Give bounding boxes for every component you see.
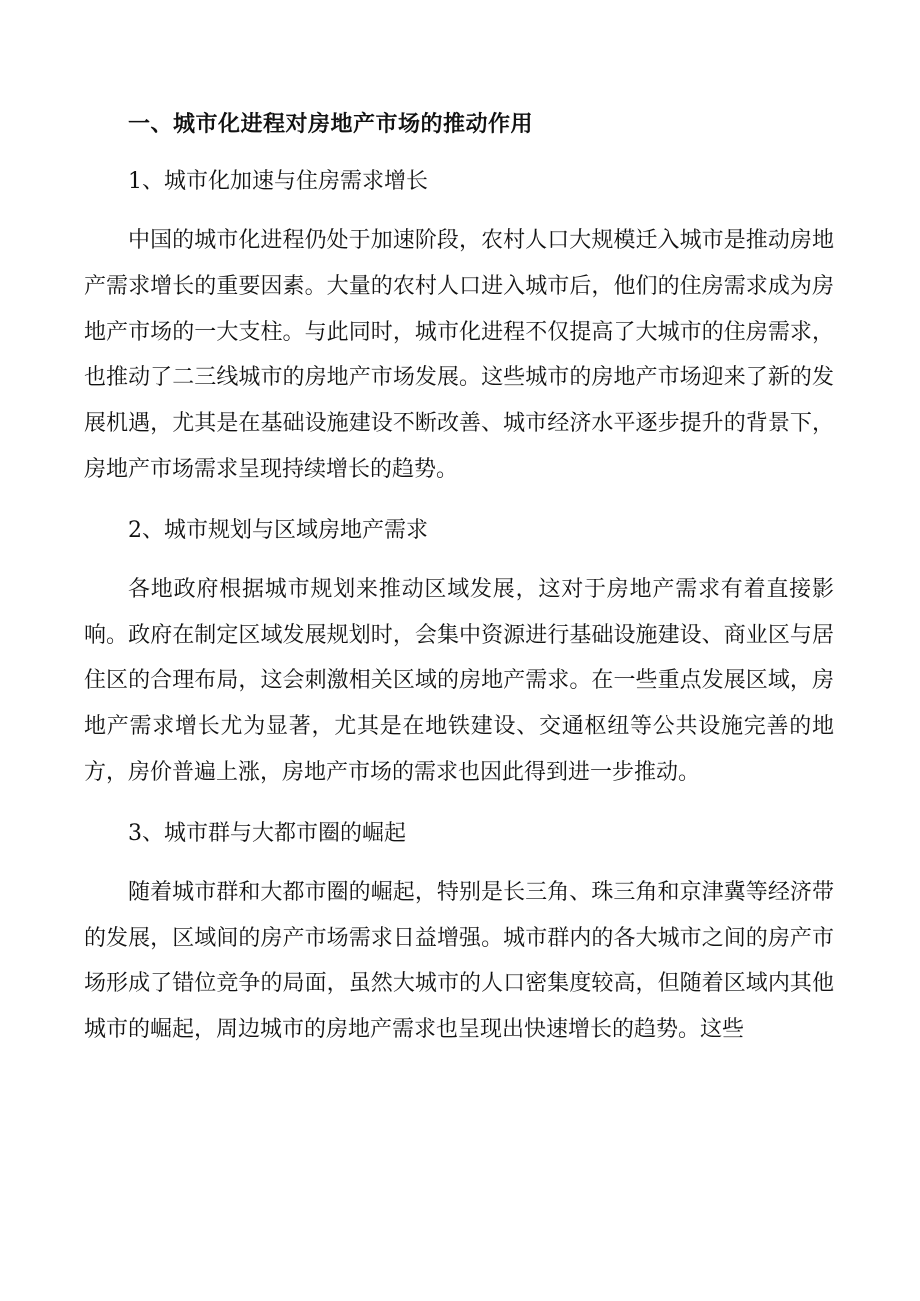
paragraph-2: 各地政府根据城市规划来推动区域发展，这对于房地产需求有着直接影响。政府在制定区域发展规划时，会集中资源进行基础设施建设、商业区与居住区的合理布局，这会刺激相关区域的房地产需求。在一些重点发展区域，房地产需求增长尤为显著，尤其是在地铁建设、交通枢纽等公共设施完善的地方，房价普遍上涨，房地产市场的需求也因此得到进一步推动。 <box>84 576 834 785</box>
subsection-title-3: 3、城市群与大都市圈的崛起 <box>128 820 406 846</box>
paragraph-3: 随着城市群和大都市圈的崛起，特别是长三角、珠三角和京津冀等经济带的发展，区域间的房产市场需求日益增强。城市群内的各大城市之间的房产市场形成了错位竞争的局面，虽然大城市的人口密集度较高，但随着区域内其他城市的崛起，周边城市的房地产需求也呈现出快速增长的趋势。这些 <box>84 879 834 1043</box>
subsection-title-2: 2、城市规划与区域房地产需求 <box>128 517 428 543</box>
section-heading: 一、城市化进程对房地产市场的推动作用 <box>128 111 534 137</box>
paragraph-1: 中国的城市化进程仍处于加速阶段，农村人口大规模迁入城市是推动房地产需求增长的重要因素。大量的农村人口进入城市后，他们的住房需求成为房地产市场的一大支柱。与此同时，城市化进程不仅提高了大城市的住房需求，也推动了二三线城市的房地产市场发展。这些城市的房地产市场迎来了新的发展机遇，尤其是在基础设施建设不断改善、城市经济水平逐步提升的背景下，房地产市场需求呈现持续增长的趋势。 <box>84 228 834 482</box>
subsection-title-1: 1、城市化加速与住房需求增长 <box>128 169 428 194</box>
